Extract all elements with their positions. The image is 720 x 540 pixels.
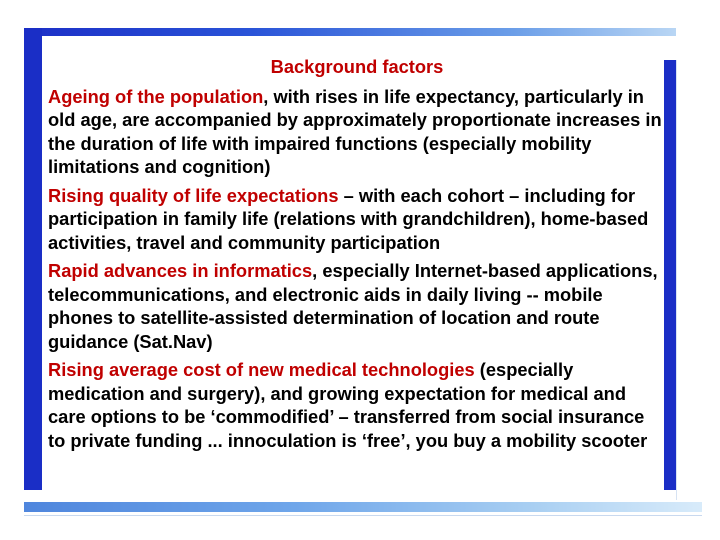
right-frame-bar	[664, 60, 676, 490]
paragraph-informatics	[48, 259, 662, 353]
paragraph-text: , especially Internet-based applications, telecommunications, and electronic aids in daily living -- mobile phones to satellite-assisted determination of location and route guidance (Sat.Nav)	[48, 260, 658, 352]
slide-content	[48, 55, 662, 457]
paragraph-medical-costs	[48, 358, 662, 452]
paragraph-text: , with rises in life expectancy, particularly in old age, are accompanied by approximately proportionate increases in the duration of life with impaired functions (especially mobility limitations and cognition)	[48, 85, 662, 177]
right-frame-line	[676, 60, 677, 500]
paragraph-highlight: Rapid advances in informatics	[48, 260, 313, 281]
top-frame-bar	[24, 28, 676, 36]
paragraph-ageing	[48, 85, 662, 179]
paragraph-highlight: Rising average cost of new medical technologies	[48, 359, 475, 380]
left-frame-bar	[24, 28, 42, 490]
paragraph-highlight: Ageing of the population	[48, 85, 264, 107]
paragraph-text: (especially medication and surgery), and growing expectation for medical and care options to be ‘commodified’ – transferred from social insurance to private funding ... innoculation is ‘free’, you buy a mobility scooter	[48, 359, 648, 451]
bottom-frame-bar	[24, 502, 702, 512]
slide-title: Background factors	[270, 56, 444, 77]
bottom-frame-line	[24, 515, 702, 516]
paragraph-highlight: Rising quality of life expectations	[48, 184, 339, 206]
paragraph-text: – with each cohort – including for participation in family life (relations with grandchildren), home-based activities, travel and community participation	[48, 184, 649, 253]
paragraph-quality-of-life	[48, 184, 662, 255]
